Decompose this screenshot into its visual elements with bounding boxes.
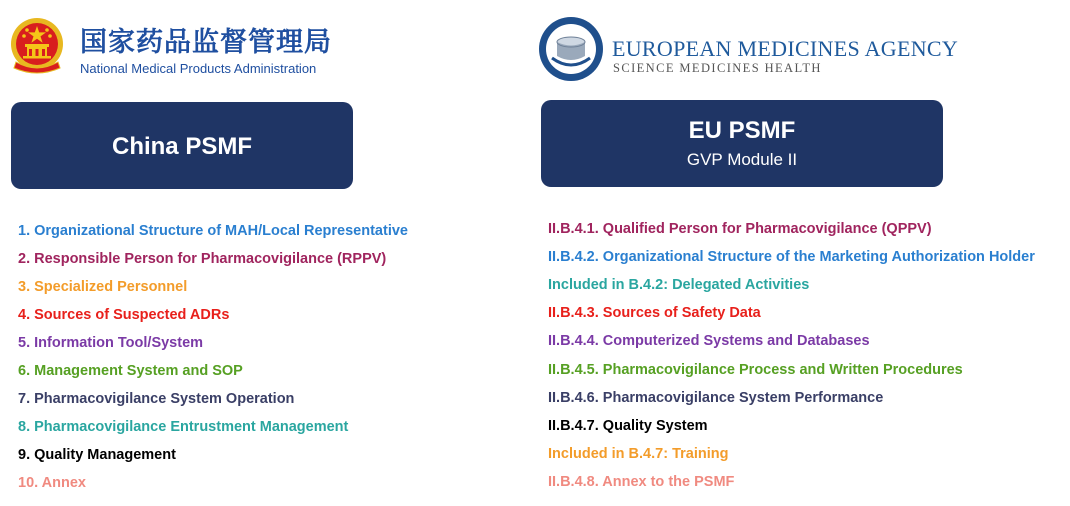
eu-psmf-title: EU PSMF	[688, 117, 796, 144]
list-item: Included in B.4.2: Delegated Activities	[548, 277, 810, 294]
list-item: 3. Specialized Personnel	[18, 279, 188, 295]
china-psmf-header	[11, 102, 353, 189]
list-item: II.B.4.5. Pharmacovigilance Process and Written Procedures	[548, 361, 963, 378]
list-item: 1. Organizational Structure of MAH/Local Representative	[18, 223, 408, 239]
china-psmf-title: China PSMF	[111, 133, 252, 160]
nmpa-logo	[8, 14, 358, 82]
list-item: II.B.4.7. Quality System	[548, 417, 708, 434]
national-emblem-icon	[8, 16, 66, 76]
list-item: Included in B.4.7: Training	[548, 445, 729, 462]
list-item: 5. Information Tool/System	[18, 335, 204, 351]
ema-logo	[538, 16, 958, 84]
list-item: 7. Pharmacovigilance System Operation	[18, 391, 295, 407]
ema-emblem-icon	[538, 16, 604, 82]
ema-agency-name: EUROPEAN MEDICINES AGENCY	[612, 36, 959, 61]
eu-psmf-subtitle: GVP Module II	[686, 150, 798, 169]
list-item: II.B.4.4. Computerized Systems and Databases	[548, 333, 870, 350]
nmpa-english-name: National Medical Products Administration	[80, 61, 317, 76]
list-item: II.B.4.2. Organizational Structure of the Marketing Authorization Holder	[548, 249, 1035, 266]
list-item: II.B.4.8. Annex to the PSMF	[548, 473, 735, 490]
ema-tagline: SCIENCE MEDICINES HEALTH	[613, 61, 822, 75]
nmpa-chinese-name: 国家药品监督管理局	[80, 27, 332, 58]
list-item: II.B.4.1. Qualified Person for Pharmacovigilance (QPPV)	[548, 221, 932, 237]
eu-psmf-header	[541, 100, 943, 187]
list-item: 8. Pharmacovigilance Entrustment Management	[18, 419, 349, 435]
list-item: II.B.4.6. Pharmacovigilance System Performance	[548, 389, 884, 406]
list-item: 6. Management System and SOP	[18, 363, 243, 379]
list-item: II.B.4.3. Sources of Safety Data	[548, 305, 761, 322]
list-item: 4. Sources of Suspected ADRs	[18, 307, 230, 323]
list-item: 10. Annex	[18, 475, 86, 491]
list-item: 2. Responsible Person for Pharmacovigilance (RPPV)	[18, 251, 387, 267]
list-item: 9. Quality Management	[18, 447, 176, 463]
